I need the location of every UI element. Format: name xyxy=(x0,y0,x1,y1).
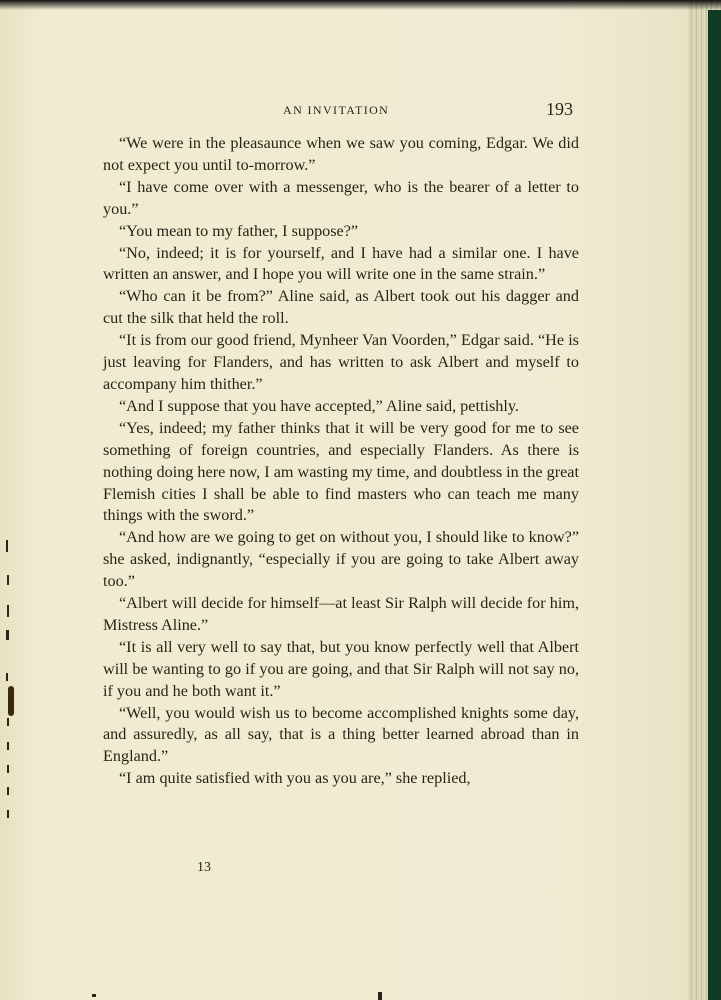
paragraph: “Yes, indeed; my father thinks that it will be very good for me to see something of foreign countries, and especially Flanders. As there is nothing doing here now, I am wasting my time, and doubtless in the great Flemish cities I shall be able to find masters who can teach me many things with the sword.” xyxy=(103,418,579,525)
body-text xyxy=(103,133,579,790)
paragraph: “Albert will decide for himself—at least Sir Ralph will decide for him, Mistress Aline.” xyxy=(103,594,579,634)
margin-mark xyxy=(7,718,9,726)
margin-mark xyxy=(7,742,9,750)
margin-mark xyxy=(7,765,9,773)
paragraph: “You mean to my father, I suppose?” xyxy=(119,221,359,240)
paragraph: “I am quite satisfied with you as you are,” she replied, xyxy=(119,769,471,788)
paragraph: “Well, you would wish us to become accomplished knights some day, and assuredly, as all say, that is a thing better learned abroad than in England.” xyxy=(103,703,579,766)
paragraph: “It is from our good friend, Mynheer Van Voorden,” Edgar said. “He is just leaving for Flanders, and has written to ask Albert and myself to accompany him thither.” xyxy=(103,331,579,393)
running-head: AN INVITATION xyxy=(283,103,390,117)
paragraph: “I have come over with a messenger, who is the bearer of a letter to you.” xyxy=(103,177,579,218)
margin-mark xyxy=(7,605,9,617)
paragraph: “We were in the pleasaunce when we saw you coming, Edgar. We did not expect you until to-morrow.” xyxy=(103,134,579,174)
paragraph: “No, indeed; it is for yourself, and I have had a similar one. I have written an answer, and I hope you will write one in the same strain.” xyxy=(103,243,579,284)
book-cover-edge xyxy=(708,10,721,1000)
edge-mark xyxy=(92,994,96,997)
top-shadow xyxy=(0,0,721,10)
paragraph: “It is all very well to say that, but you know perfectly well that Albert will be wanting to go if you are going, and that Sir Ralph will not say no, if you and he both want it.” xyxy=(103,637,579,700)
margin-mark xyxy=(6,673,8,681)
bleed-through-marks xyxy=(0,0,14,1000)
page-number: 193 xyxy=(546,99,573,119)
edge-mark xyxy=(378,992,382,1000)
ink-blot xyxy=(8,686,14,716)
margin-mark xyxy=(7,810,9,818)
page-header xyxy=(0,99,695,121)
margin-mark xyxy=(6,540,8,552)
margin-mark xyxy=(7,787,9,795)
paragraph: “And I suppose that you have accepted,” Aline said, pettishly. xyxy=(119,396,519,415)
paragraph: “Who can it be from?” Aline said, as Albert took out his dagger and cut the silk that held the roll. xyxy=(103,287,579,328)
paragraph: “And how are we going to get on without you, I should like to know?” she asked, indignantly, “especially if you are going to take Albert away too.” xyxy=(103,528,579,591)
margin-mark xyxy=(7,575,9,585)
signature-mark: 13 xyxy=(197,860,211,875)
margin-mark xyxy=(6,630,9,640)
bottom-edge-marks xyxy=(90,992,390,1000)
